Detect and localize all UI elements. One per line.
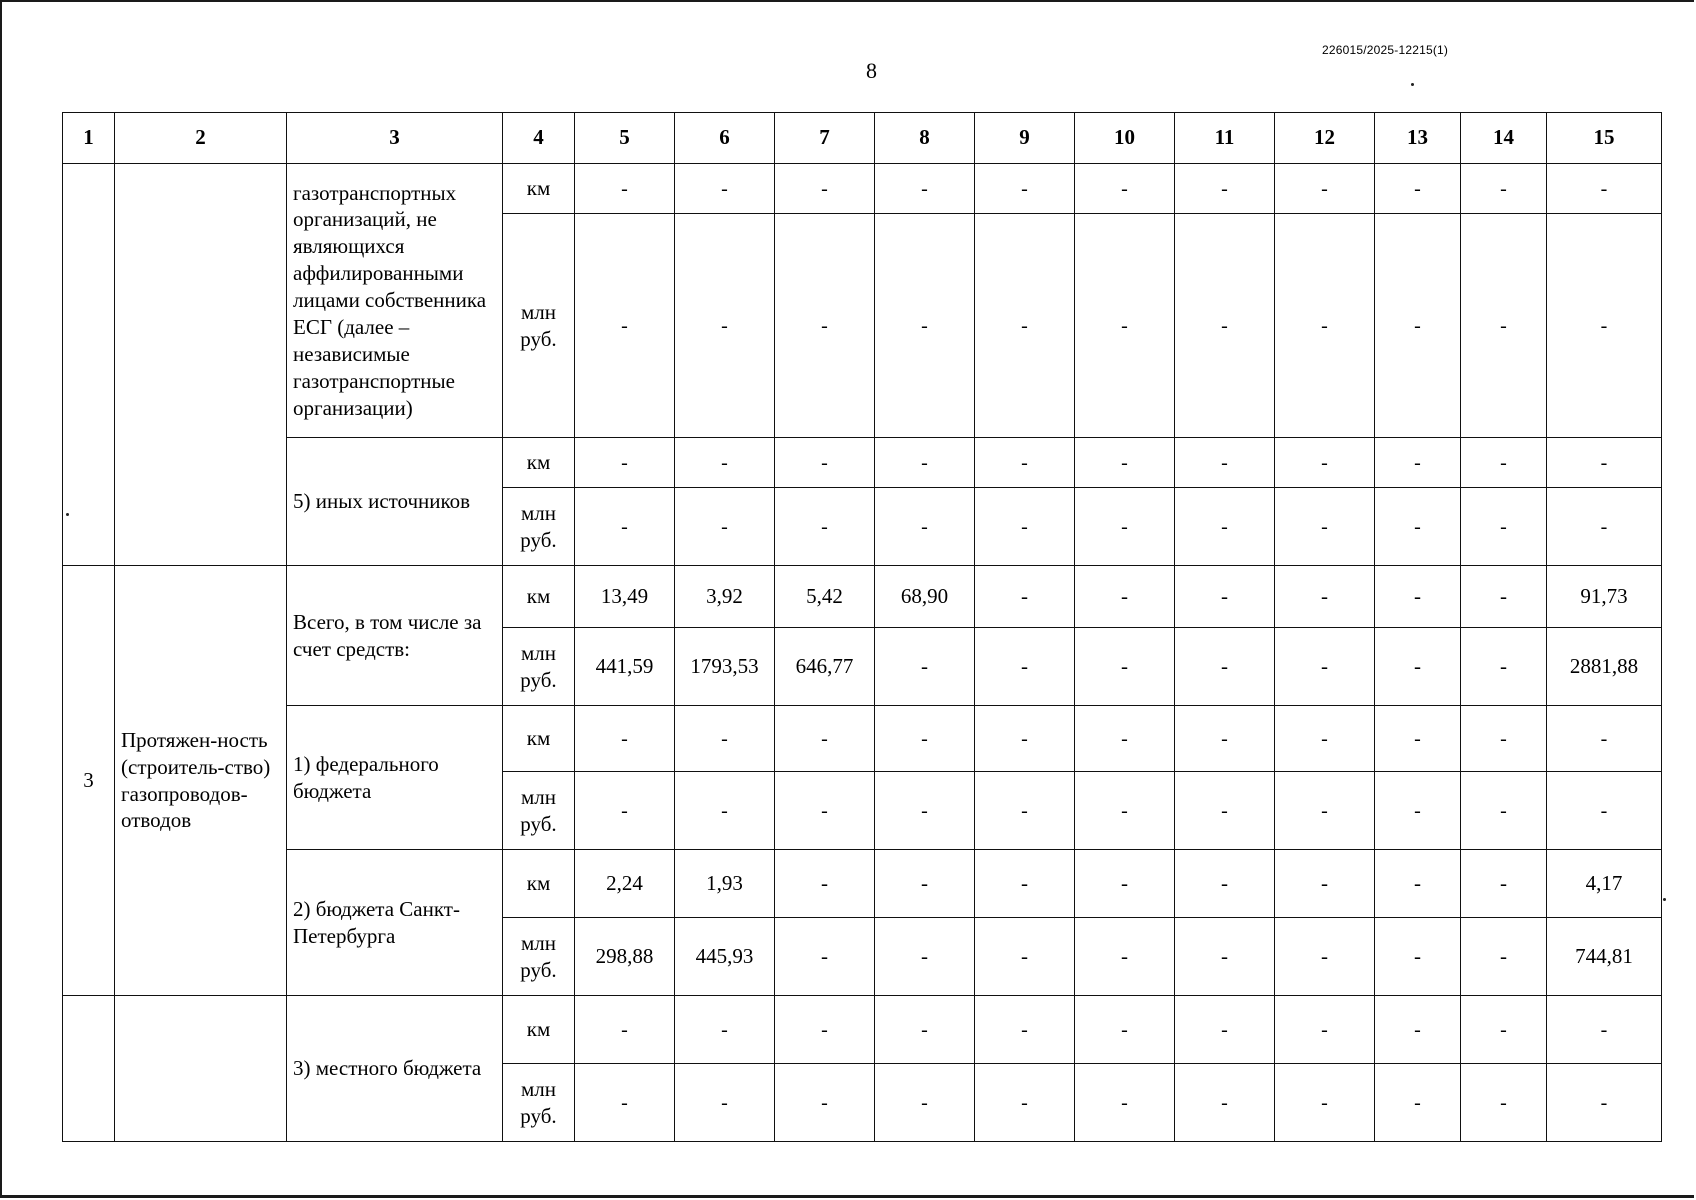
value-cell: 1793,53 xyxy=(675,628,775,706)
value-cell: - xyxy=(1075,996,1175,1064)
value-cell: - xyxy=(975,438,1075,488)
value-cell: - xyxy=(975,918,1075,996)
value-cell: - xyxy=(1275,628,1375,706)
value-cell: - xyxy=(575,1064,675,1142)
value-cell: - xyxy=(1175,628,1275,706)
value-cell: 5,42 xyxy=(775,566,875,628)
value-cell: - xyxy=(975,566,1075,628)
value-cell: 4,17 xyxy=(1547,850,1662,918)
source-label: 1) федерального бюджета xyxy=(287,706,503,850)
value-cell: - xyxy=(1175,1064,1275,1142)
column-header: 8 xyxy=(875,113,975,164)
table-row xyxy=(63,706,1662,772)
scan-speck xyxy=(1663,898,1666,901)
value-cell: - xyxy=(1175,214,1275,438)
value-cell: - xyxy=(575,706,675,772)
value-cell: - xyxy=(1461,996,1547,1064)
value-cell: - xyxy=(1375,628,1461,706)
page-number: 8 xyxy=(866,58,877,83)
value-cell: - xyxy=(1375,214,1461,438)
value-cell: - xyxy=(975,706,1075,772)
value-cell: - xyxy=(1547,1064,1662,1142)
unit-cell: км xyxy=(503,706,575,772)
column-header: 3 xyxy=(287,113,503,164)
value-cell: - xyxy=(675,996,775,1064)
value-cell: 91,73 xyxy=(1547,566,1662,628)
value-cell: - xyxy=(975,628,1075,706)
value-cell: - xyxy=(575,488,675,566)
value-cell: - xyxy=(875,850,975,918)
value-cell: - xyxy=(875,706,975,772)
value-cell: - xyxy=(1175,996,1275,1064)
value-cell: 3,92 xyxy=(675,566,775,628)
value-cell: - xyxy=(675,214,775,438)
value-cell: - xyxy=(1375,772,1461,850)
value-cell: - xyxy=(1075,164,1175,214)
table-row xyxy=(63,164,1662,214)
source-label: газотранспортных организаций, не являющихся аффилированными лицами собственника ЕСГ (далее – независимые газотранспортные организации) xyxy=(287,164,503,438)
value-cell: - xyxy=(575,996,675,1064)
value-cell: 2881,88 xyxy=(1547,628,1662,706)
value-cell: - xyxy=(1275,850,1375,918)
value-cell: - xyxy=(1461,1064,1547,1142)
value-cell: - xyxy=(1275,164,1375,214)
indicator-cell xyxy=(115,996,287,1142)
row-number-cell xyxy=(63,996,115,1142)
value-cell: - xyxy=(1547,996,1662,1064)
value-cell: - xyxy=(1175,706,1275,772)
value-cell: - xyxy=(1075,566,1175,628)
indicator-label: Протяжен-ность (строитель-ство) газопроводов-отводов xyxy=(115,566,287,996)
value-cell: - xyxy=(1275,772,1375,850)
value-cell: - xyxy=(1461,706,1547,772)
column-header: 12 xyxy=(1275,113,1375,164)
column-header: 13 xyxy=(1375,113,1461,164)
source-label: Всего, в том числе за счет средств: xyxy=(287,566,503,706)
value-cell: - xyxy=(1275,488,1375,566)
value-cell: - xyxy=(1275,918,1375,996)
row-number: 3 xyxy=(63,566,115,996)
unit-cell: км xyxy=(503,566,575,628)
unit-cell: млн руб. xyxy=(503,1064,575,1142)
value-cell: 441,59 xyxy=(575,628,675,706)
value-cell: - xyxy=(875,438,975,488)
value-cell: - xyxy=(975,996,1075,1064)
value-cell: - xyxy=(775,772,875,850)
value-cell: - xyxy=(1275,1064,1375,1142)
value-cell: - xyxy=(1075,628,1175,706)
table-row xyxy=(63,566,1662,628)
data-table xyxy=(62,112,1662,1142)
value-cell: - xyxy=(775,918,875,996)
value-cell: - xyxy=(1275,566,1375,628)
value-cell: - xyxy=(1461,850,1547,918)
value-cell: - xyxy=(1075,918,1175,996)
value-cell: - xyxy=(575,214,675,438)
value-cell: - xyxy=(575,438,675,488)
value-cell: - xyxy=(775,164,875,214)
unit-cell: км xyxy=(503,850,575,918)
value-cell: - xyxy=(975,1064,1075,1142)
scan-speck xyxy=(1411,83,1414,86)
value-cell: - xyxy=(1275,438,1375,488)
value-cell: - xyxy=(1461,488,1547,566)
table-row xyxy=(63,438,1662,488)
value-cell: - xyxy=(1175,850,1275,918)
value-cell: - xyxy=(975,164,1075,214)
value-cell: - xyxy=(1175,164,1275,214)
value-cell: - xyxy=(1375,1064,1461,1142)
value-cell: - xyxy=(675,164,775,214)
table-header-row xyxy=(63,113,1662,164)
value-cell: - xyxy=(1375,706,1461,772)
value-cell: 445,93 xyxy=(675,918,775,996)
value-cell: - xyxy=(875,164,975,214)
value-cell: - xyxy=(675,488,775,566)
column-header: 15 xyxy=(1547,113,1662,164)
table-row xyxy=(63,996,1662,1064)
table-row xyxy=(63,850,1662,918)
value-cell: - xyxy=(1461,918,1547,996)
value-cell: 646,77 xyxy=(775,628,875,706)
document-code: 226015/2025-12215(1) xyxy=(1322,43,1449,57)
column-header: 2 xyxy=(115,113,287,164)
value-cell: - xyxy=(975,488,1075,566)
value-cell: 13,49 xyxy=(575,566,675,628)
value-cell: - xyxy=(675,1064,775,1142)
value-cell: - xyxy=(775,488,875,566)
value-cell: - xyxy=(1275,214,1375,438)
value-cell: - xyxy=(1075,772,1175,850)
value-cell: - xyxy=(1375,566,1461,628)
value-cell: - xyxy=(1461,566,1547,628)
column-header: 4 xyxy=(503,113,575,164)
value-cell: - xyxy=(1075,706,1175,772)
value-cell: - xyxy=(775,438,875,488)
value-cell: - xyxy=(1175,566,1275,628)
value-cell: 744,81 xyxy=(1547,918,1662,996)
column-header: 10 xyxy=(1075,113,1175,164)
source-label: 3) местного бюджета xyxy=(287,996,503,1142)
value-cell: - xyxy=(875,628,975,706)
unit-cell: км xyxy=(503,164,575,214)
value-cell: - xyxy=(1075,850,1175,918)
value-cell: - xyxy=(1075,488,1175,566)
value-cell: - xyxy=(1175,918,1275,996)
value-cell: - xyxy=(1075,1064,1175,1142)
value-cell: - xyxy=(1075,214,1175,438)
column-header: 7 xyxy=(775,113,875,164)
column-header: 14 xyxy=(1461,113,1547,164)
column-header: 11 xyxy=(1175,113,1275,164)
value-cell: - xyxy=(975,772,1075,850)
value-cell: - xyxy=(875,996,975,1064)
value-cell: - xyxy=(1375,164,1461,214)
value-cell: - xyxy=(775,1064,875,1142)
value-cell: - xyxy=(1461,628,1547,706)
value-cell: - xyxy=(675,772,775,850)
value-cell: - xyxy=(775,214,875,438)
value-cell: - xyxy=(1175,488,1275,566)
value-cell: - xyxy=(1461,772,1547,850)
value-cell: - xyxy=(1375,996,1461,1064)
value-cell: - xyxy=(1547,706,1662,772)
unit-cell: млн руб. xyxy=(503,772,575,850)
value-cell: - xyxy=(875,1064,975,1142)
value-cell: 298,88 xyxy=(575,918,675,996)
value-cell: - xyxy=(675,438,775,488)
value-cell: - xyxy=(1175,438,1275,488)
column-header: 5 xyxy=(575,113,675,164)
value-cell: - xyxy=(1461,438,1547,488)
value-cell: - xyxy=(975,214,1075,438)
value-cell: - xyxy=(1547,772,1662,850)
value-cell: - xyxy=(1547,438,1662,488)
column-header: 1 xyxy=(63,113,115,164)
unit-cell: км xyxy=(503,996,575,1064)
value-cell: - xyxy=(1375,918,1461,996)
value-cell: - xyxy=(1547,164,1662,214)
value-cell: - xyxy=(1375,488,1461,566)
unit-cell: млн руб. xyxy=(503,214,575,438)
source-label: 2) бюджета Санкт-Петербурга xyxy=(287,850,503,996)
value-cell: 2,24 xyxy=(575,850,675,918)
value-cell: - xyxy=(1461,214,1547,438)
value-cell: - xyxy=(775,850,875,918)
value-cell: - xyxy=(1375,850,1461,918)
unit-cell: км xyxy=(503,438,575,488)
value-cell: - xyxy=(1075,438,1175,488)
value-cell: - xyxy=(575,772,675,850)
row-number-cell xyxy=(63,164,115,566)
unit-cell: млн руб. xyxy=(503,628,575,706)
value-cell: 1,93 xyxy=(675,850,775,918)
column-header: 6 xyxy=(675,113,775,164)
unit-cell: млн руб. xyxy=(503,918,575,996)
value-cell: - xyxy=(1547,214,1662,438)
value-cell: - xyxy=(1461,164,1547,214)
value-cell: - xyxy=(775,996,875,1064)
column-header: 9 xyxy=(975,113,1075,164)
source-label: 5) иных источников xyxy=(287,438,503,566)
value-cell: - xyxy=(775,706,875,772)
value-cell: - xyxy=(675,706,775,772)
value-cell: - xyxy=(1175,772,1275,850)
value-cell: - xyxy=(975,850,1075,918)
value-cell: - xyxy=(875,772,975,850)
value-cell: - xyxy=(1275,706,1375,772)
value-cell: - xyxy=(575,164,675,214)
value-cell: - xyxy=(875,918,975,996)
value-cell: - xyxy=(1375,438,1461,488)
value-cell: - xyxy=(875,214,975,438)
value-cell: - xyxy=(875,488,975,566)
value-cell: - xyxy=(1547,488,1662,566)
indicator-cell xyxy=(115,164,287,566)
value-cell: 68,90 xyxy=(875,566,975,628)
unit-cell: млн руб. xyxy=(503,488,575,566)
value-cell: - xyxy=(1275,996,1375,1064)
